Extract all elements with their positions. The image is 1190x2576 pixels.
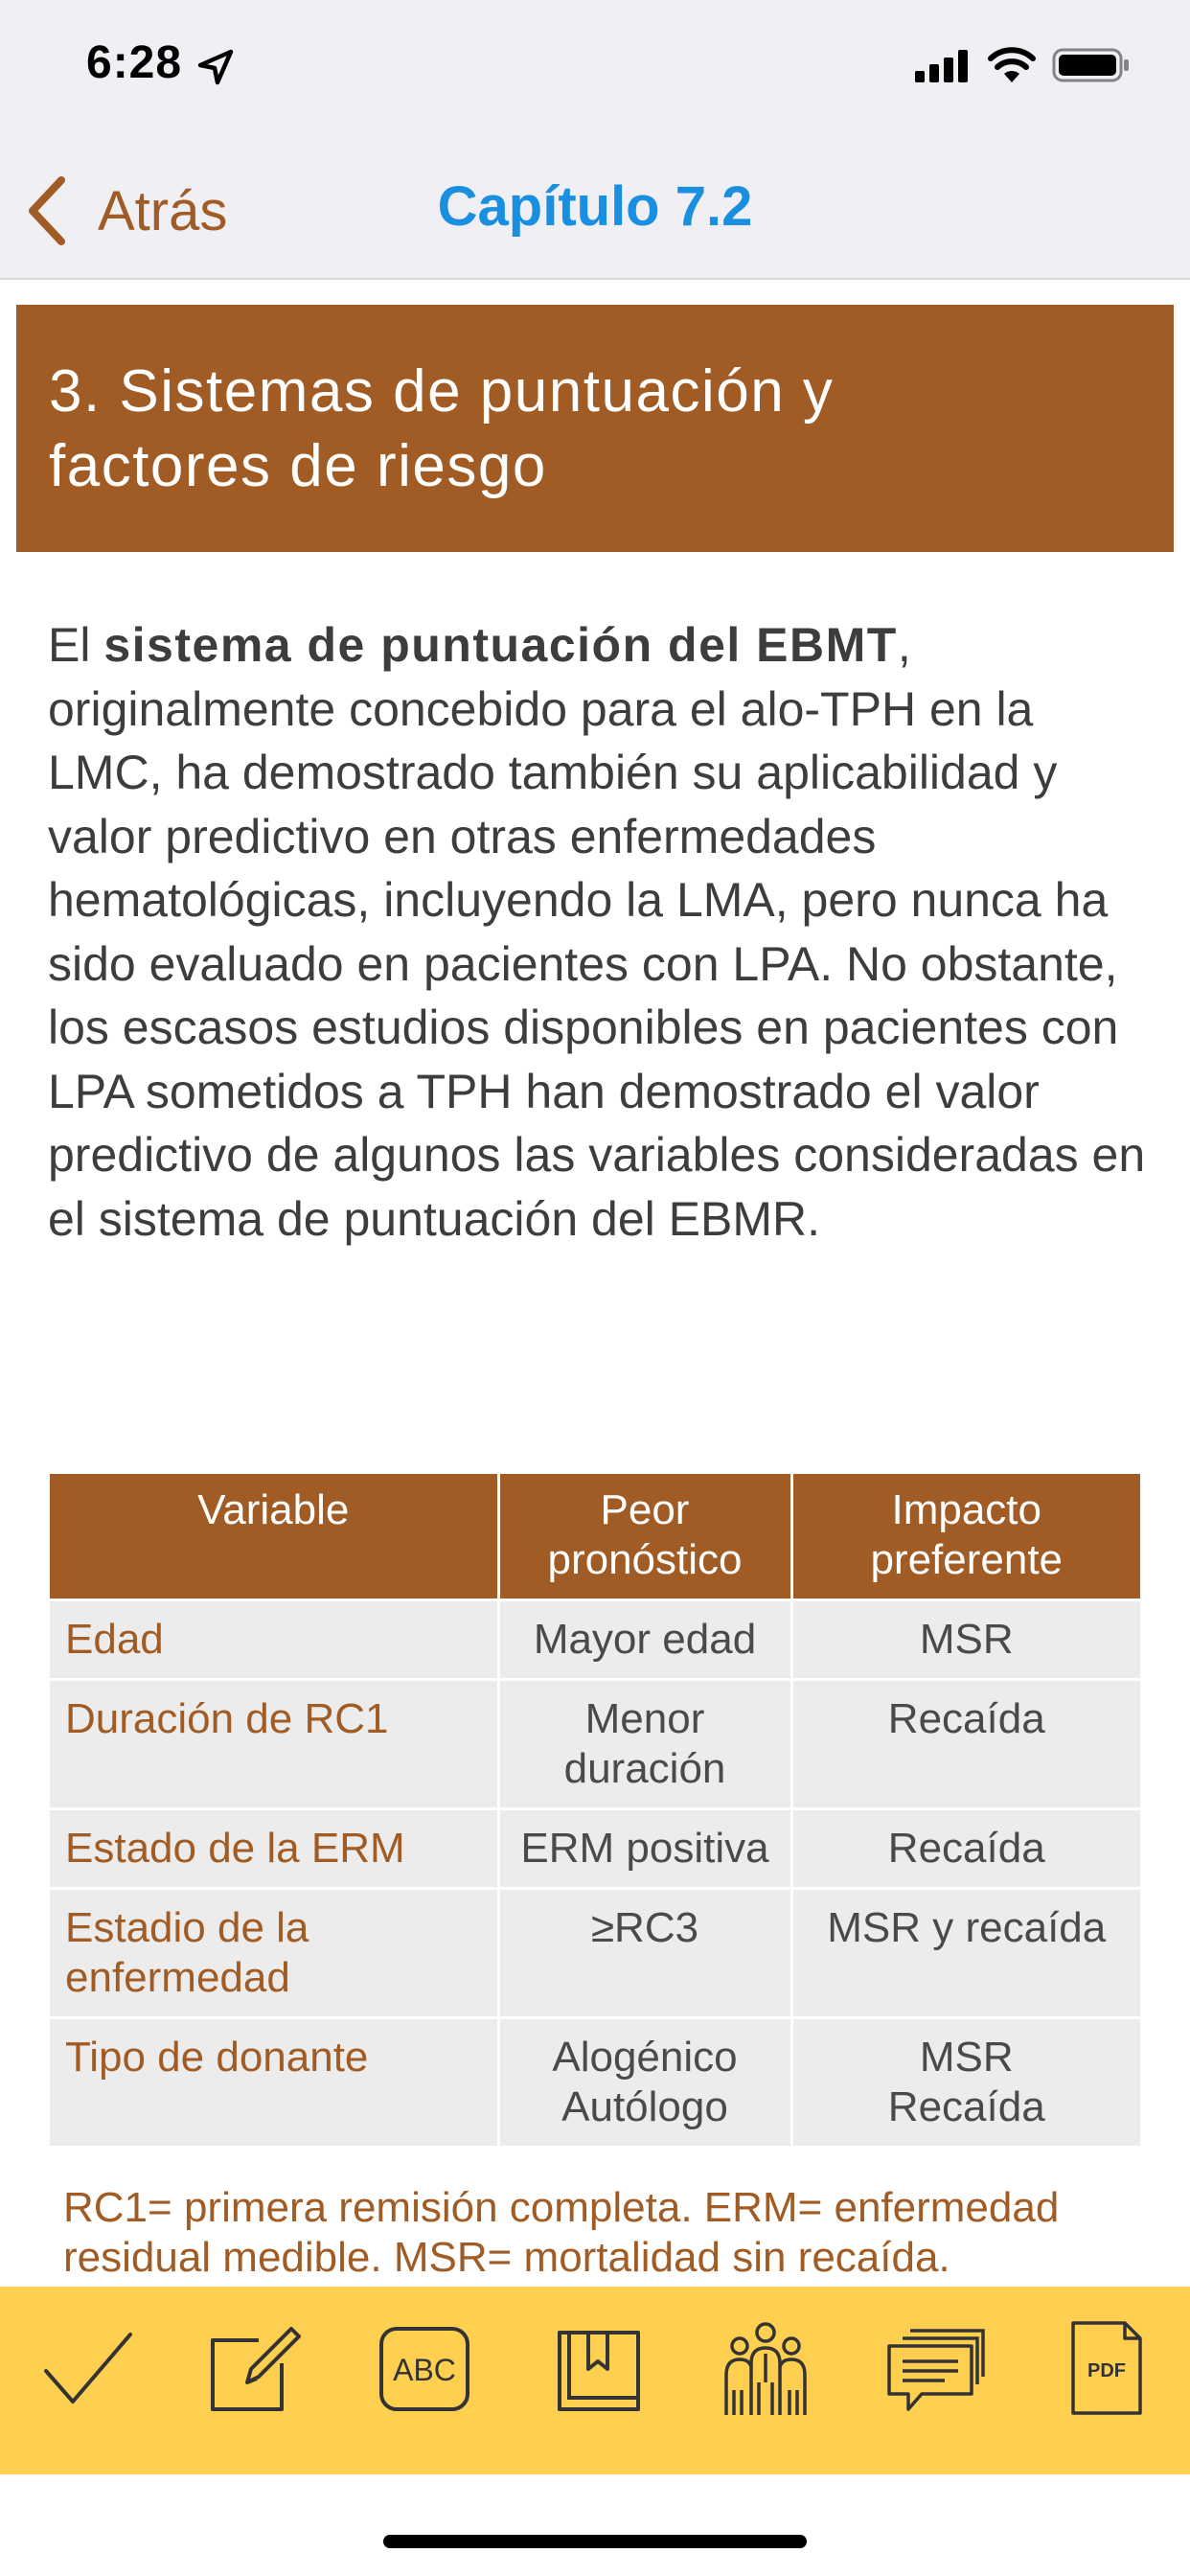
edit-note-icon xyxy=(199,2315,305,2421)
table-cell-variable: Edad xyxy=(50,1600,498,1680)
table-cell-impact: MSR y recaída xyxy=(791,1889,1140,2018)
table-row xyxy=(50,2018,1140,2147)
back-button[interactable] xyxy=(23,172,227,249)
paragraph-rest: , originalmente concebido para el alo-TPH en la LMC, ha demostrado también su aplicabilidad y valor predictivo en otras enfermedades hematológicas, incluyendo la LMA, pero nunca ha sido evaluado en pacientes con LPA. No obstante, los escasos estudios disponibles en pacientes con LPA sometidos a TPH han demostrado el valor predictivo de algunos las variables consideradas en el sistema de puntuación del EBMR. xyxy=(48,618,1146,1246)
home-indicator[interactable] xyxy=(383,2535,807,2548)
chat-icon xyxy=(883,2315,989,2421)
abc-icon-label: ABC xyxy=(393,2353,456,2387)
table-row xyxy=(50,1600,1140,1680)
table-cell-impact: MSR Recaída xyxy=(791,2018,1140,2147)
table-cell-variable: Duración de RC1 xyxy=(50,1680,498,1809)
team-button[interactable] xyxy=(713,2315,818,2421)
paragraph-bold-term: sistema de puntuación del EBMT xyxy=(103,618,898,672)
team-icon xyxy=(713,2315,818,2421)
risk-factors-table xyxy=(50,1474,1140,2146)
glossary-button[interactable] xyxy=(372,2315,477,2421)
table-row xyxy=(50,1680,1140,1809)
abc-icon xyxy=(372,2315,477,2421)
table-header-impact: Impacto preferente xyxy=(791,1474,1140,1600)
table-header-row xyxy=(50,1474,1140,1600)
checkmark-icon xyxy=(34,2315,140,2421)
table-row xyxy=(50,1809,1140,1889)
battery-icon xyxy=(1052,46,1131,84)
location-arrow-icon xyxy=(196,48,235,86)
table-cell-variable: Estado de la ERM xyxy=(50,1809,498,1889)
navigation-bar xyxy=(0,134,1190,280)
back-label: Atrás xyxy=(98,179,228,242)
table-cell-impact: Recaída xyxy=(791,1809,1140,1889)
paragraph-prefix: El xyxy=(48,618,104,672)
chevron-left-icon xyxy=(23,174,71,247)
book-button[interactable] xyxy=(546,2315,652,2421)
table-header-prognosis: Peor pronóstico xyxy=(498,1474,791,1600)
table-cell-prognosis: Alogénico Autólogo xyxy=(498,2018,791,2147)
book-icon xyxy=(546,2315,652,2421)
pdf-icon xyxy=(1054,2315,1159,2421)
body-paragraph xyxy=(48,613,1150,1251)
wifi-icon xyxy=(987,46,1037,84)
pdf-icon-label: PDF xyxy=(1087,2360,1126,2381)
checkmark-button[interactable] xyxy=(34,2315,140,2421)
table-cell-variable: Estadio de la enfermedad xyxy=(50,1889,498,2018)
table-footnote: RC1= primera remisión completa. ERM= enfermedad residual medible. MSR= mortalidad sin recaída. xyxy=(63,2184,1060,2281)
status-time: 6:28 xyxy=(86,37,183,88)
edit-note-button[interactable] xyxy=(199,2315,305,2421)
table-cell-impact: MSR xyxy=(791,1600,1140,1680)
section-heading xyxy=(16,305,1174,552)
cellular-signal-icon xyxy=(915,50,969,82)
table-cell-prognosis: Mayor edad xyxy=(498,1600,791,1680)
table-cell-prognosis: ≥RC3 xyxy=(498,1889,791,2018)
nav-title-text: Capítulo 7.2 xyxy=(437,175,753,238)
table-cell-prognosis: ERM positiva xyxy=(498,1809,791,1889)
bottom-toolbar xyxy=(0,2287,1190,2474)
section-heading-line2: factores de riesgo xyxy=(49,433,547,499)
table-row xyxy=(50,1889,1140,2018)
chat-button[interactable] xyxy=(883,2315,989,2421)
section-heading-line1: 3. Sistemas de puntuación y xyxy=(49,358,835,425)
table-cell-impact: Recaída xyxy=(791,1680,1140,1809)
status-bar xyxy=(0,0,1190,134)
pdf-button[interactable] xyxy=(1054,2315,1159,2421)
table-cell-variable: Tipo de donante xyxy=(50,2018,498,2147)
table-header-variable: Variable xyxy=(50,1474,498,1600)
table-cell-prognosis: Menor duración xyxy=(498,1680,791,1809)
